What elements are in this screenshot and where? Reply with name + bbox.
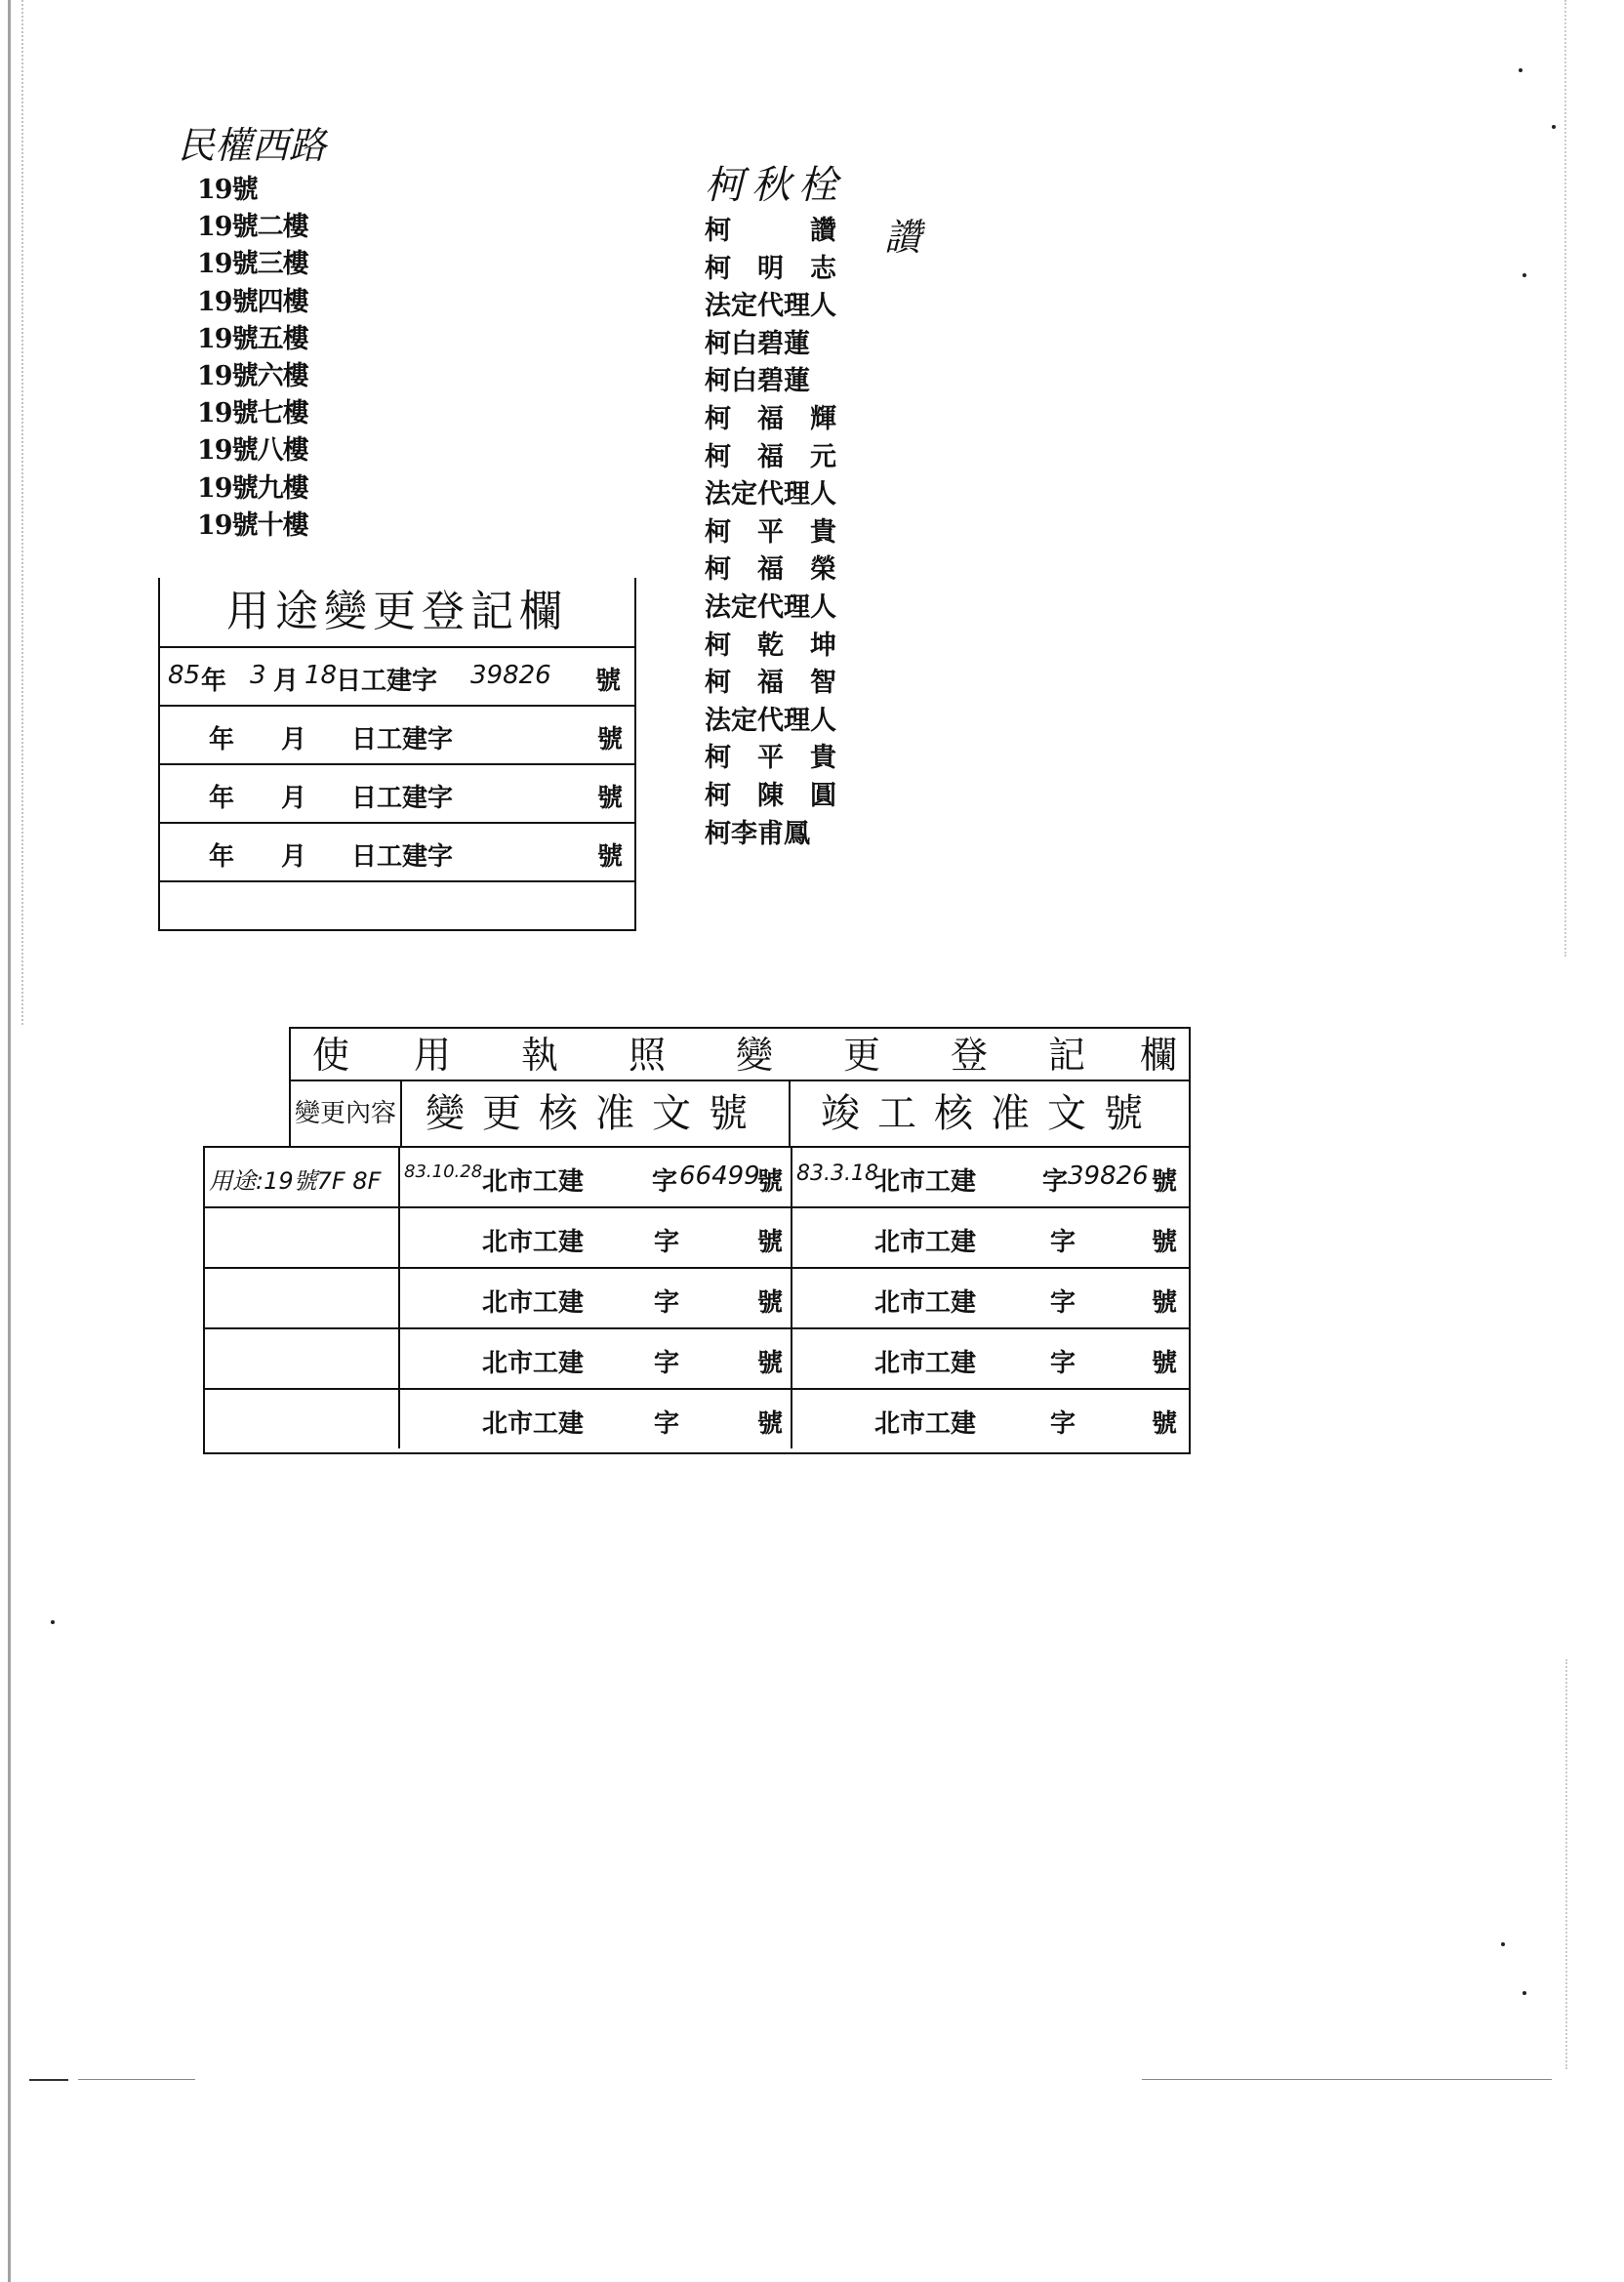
use-number-label: 號 xyxy=(597,725,624,754)
title-char: 照 xyxy=(629,1034,667,1077)
use-change-row xyxy=(160,824,634,882)
address-list xyxy=(197,172,353,545)
address-item: 19號二樓 xyxy=(197,212,308,243)
use-month-value: 3 xyxy=(250,661,266,690)
license-change-title xyxy=(289,1027,1191,1081)
use-year-label: 年 xyxy=(209,842,235,872)
approval-office: 北市工建 xyxy=(482,1349,585,1378)
owner-item: 柯李甫鳳 xyxy=(705,818,810,849)
scan-line xyxy=(78,2079,195,2080)
owner-item: 法定代理人 xyxy=(705,705,836,736)
approval-hao: 號 xyxy=(757,1288,784,1318)
scan-speck xyxy=(1501,1942,1505,1946)
title-char: 記 xyxy=(1048,1034,1086,1077)
owner-item: 柯 福 智 xyxy=(705,668,836,699)
approval-zi: 字 xyxy=(654,1409,680,1439)
scan-speck xyxy=(1522,273,1526,277)
table-row xyxy=(205,1327,1189,1388)
use-day-label: 日工建字 xyxy=(351,725,454,754)
owner-item: 柯 福 元 xyxy=(705,441,836,472)
table-row xyxy=(205,1388,1189,1448)
completion-zi: 字 xyxy=(1050,1409,1076,1439)
scan-speck xyxy=(1522,1991,1526,1995)
owner-heading: 柯秋栓 xyxy=(705,163,845,208)
use-change-row xyxy=(160,707,634,765)
completion-zi: 字 xyxy=(1050,1349,1076,1378)
approval-number: 66499 xyxy=(679,1161,760,1191)
use-month-label: 月 xyxy=(281,725,307,754)
owner-item: 柯 福 榮 xyxy=(705,554,836,586)
address-item: 19號四樓 xyxy=(197,286,308,317)
scan-speck xyxy=(51,1620,55,1624)
use-change-box xyxy=(158,578,636,931)
address-item: 19號 xyxy=(197,175,258,205)
content-cell xyxy=(205,1390,400,1448)
scan-edge-left-dotted xyxy=(21,0,24,1025)
owner-item: 柯 明 志 xyxy=(705,253,836,284)
completion-hao: 號 xyxy=(1152,1409,1178,1439)
table-row xyxy=(205,1267,1189,1327)
use-day-value: 18 xyxy=(304,661,338,690)
address-item: 19號三樓 xyxy=(197,249,308,280)
address-item: 19號十樓 xyxy=(197,509,308,541)
use-day-label: 日工建字 xyxy=(336,667,438,696)
use-change-row xyxy=(160,765,634,824)
scan-edge-right-lower xyxy=(1565,1659,1568,2069)
owner-item: 法定代理人 xyxy=(705,291,836,322)
content-cell xyxy=(205,1269,400,1327)
use-change-row xyxy=(160,648,634,707)
title-char: 登 xyxy=(951,1034,989,1077)
use-day-label: 日工建字 xyxy=(351,842,454,872)
content-value: 用途:19號7F 8F xyxy=(209,1167,382,1195)
title-char: 使 xyxy=(312,1034,350,1077)
header-approval: 變更核准文號 xyxy=(402,1081,791,1146)
scan-edge-right xyxy=(1564,0,1567,957)
approval-zi: 字 xyxy=(654,1349,680,1378)
completion-office: 北市工建 xyxy=(874,1228,977,1257)
completion-office: 北市工建 xyxy=(874,1409,977,1439)
content-cell xyxy=(205,1208,400,1267)
scan-line xyxy=(29,2079,68,2081)
license-change-table xyxy=(203,1027,1187,1452)
license-change-body xyxy=(203,1146,1191,1454)
completion-hao: 號 xyxy=(1152,1228,1178,1257)
completion-number: 39826 xyxy=(1068,1161,1149,1191)
column-divider xyxy=(791,1269,792,1327)
approval-hao: 號 xyxy=(757,1349,784,1378)
approval-hao: 號 xyxy=(757,1228,784,1257)
approval-zi: 字 xyxy=(652,1167,678,1197)
address-item: 19號八樓 xyxy=(197,435,308,467)
scan-speck xyxy=(1552,125,1556,129)
owner-item: 柯 平 貴 xyxy=(705,516,836,548)
content-cell xyxy=(205,1148,400,1206)
owner-item: 柯 讚 xyxy=(705,216,836,246)
use-number-label: 號 xyxy=(597,784,624,813)
use-change-title: 用途變更登記欄 xyxy=(160,578,634,648)
use-year-label: 年 xyxy=(209,725,235,754)
use-number-value: 39826 xyxy=(470,661,551,690)
completion-office: 北市工建 xyxy=(874,1288,977,1318)
address-item: 19號九樓 xyxy=(197,472,308,504)
approval-date: 83.10.28 xyxy=(404,1161,483,1182)
scan-line xyxy=(1142,2079,1552,2080)
owner-item: 柯白碧蓮 xyxy=(705,328,810,359)
use-number-label: 號 xyxy=(597,842,624,872)
approval-office: 北市工建 xyxy=(482,1288,585,1318)
approval-office: 北市工建 xyxy=(482,1167,585,1197)
approval-hao: 號 xyxy=(757,1167,784,1197)
address-item: 19號五樓 xyxy=(197,323,308,354)
column-divider xyxy=(791,1148,792,1206)
column-divider xyxy=(791,1329,792,1388)
approval-zi: 字 xyxy=(654,1288,680,1318)
table-row xyxy=(205,1146,1189,1206)
use-year-label: 年 xyxy=(209,784,235,813)
completion-zi: 字 xyxy=(1042,1167,1069,1197)
column-divider xyxy=(791,1390,792,1448)
title-char: 欄 xyxy=(1140,1034,1178,1077)
approval-office: 北市工建 xyxy=(482,1228,585,1257)
completion-office: 北市工建 xyxy=(874,1167,977,1197)
owner-item: 柯 平 貴 xyxy=(705,743,836,774)
owner-item: 柯 福 輝 xyxy=(705,403,836,434)
use-year-value: 85 xyxy=(168,661,201,690)
header-content: 變更內容 xyxy=(291,1081,402,1146)
completion-date: 83.3.18 xyxy=(796,1161,878,1186)
scan-speck xyxy=(1519,68,1522,72)
approval-zi: 字 xyxy=(654,1228,680,1257)
license-change-header xyxy=(289,1080,1191,1148)
use-year-label: 年 xyxy=(201,667,227,696)
title-char: 用 xyxy=(414,1034,452,1077)
address-item: 19號七樓 xyxy=(197,398,308,429)
use-day-label: 日工建字 xyxy=(351,784,454,813)
completion-hao: 號 xyxy=(1152,1288,1178,1318)
owner-item: 柯白碧蓮 xyxy=(705,366,810,397)
content-cell xyxy=(205,1329,400,1388)
completion-hao: 號 xyxy=(1152,1167,1178,1197)
use-number-label: 號 xyxy=(595,667,622,696)
owner-item: 法定代理人 xyxy=(705,591,836,623)
owner-note: 讚 xyxy=(884,216,922,259)
street-name: 民權西路 xyxy=(178,124,327,167)
completion-office: 北市工建 xyxy=(874,1349,977,1378)
approval-office: 北市工建 xyxy=(482,1409,585,1439)
owner-item: 柯 乾 坤 xyxy=(705,630,836,661)
column-divider xyxy=(791,1208,792,1267)
use-month-label: 月 xyxy=(281,784,307,813)
table-row xyxy=(205,1206,1189,1267)
completion-zi: 字 xyxy=(1050,1228,1076,1257)
address-item: 19號六樓 xyxy=(197,360,308,391)
owner-item: 法定代理人 xyxy=(705,479,836,510)
owner-list xyxy=(705,213,880,853)
scan-edge-left xyxy=(8,0,11,2282)
title-char: 執 xyxy=(521,1034,559,1077)
completion-hao: 號 xyxy=(1152,1349,1178,1378)
header-completion: 竣工核准文號 xyxy=(821,1091,1160,1136)
use-month-label: 月 xyxy=(281,842,307,872)
title-char: 更 xyxy=(843,1034,881,1077)
use-month-label: 月 xyxy=(273,667,300,696)
completion-zi: 字 xyxy=(1050,1288,1076,1318)
approval-hao: 號 xyxy=(757,1409,784,1439)
title-char: 變 xyxy=(736,1034,774,1077)
owner-item: 柯 陳 圓 xyxy=(705,780,836,811)
